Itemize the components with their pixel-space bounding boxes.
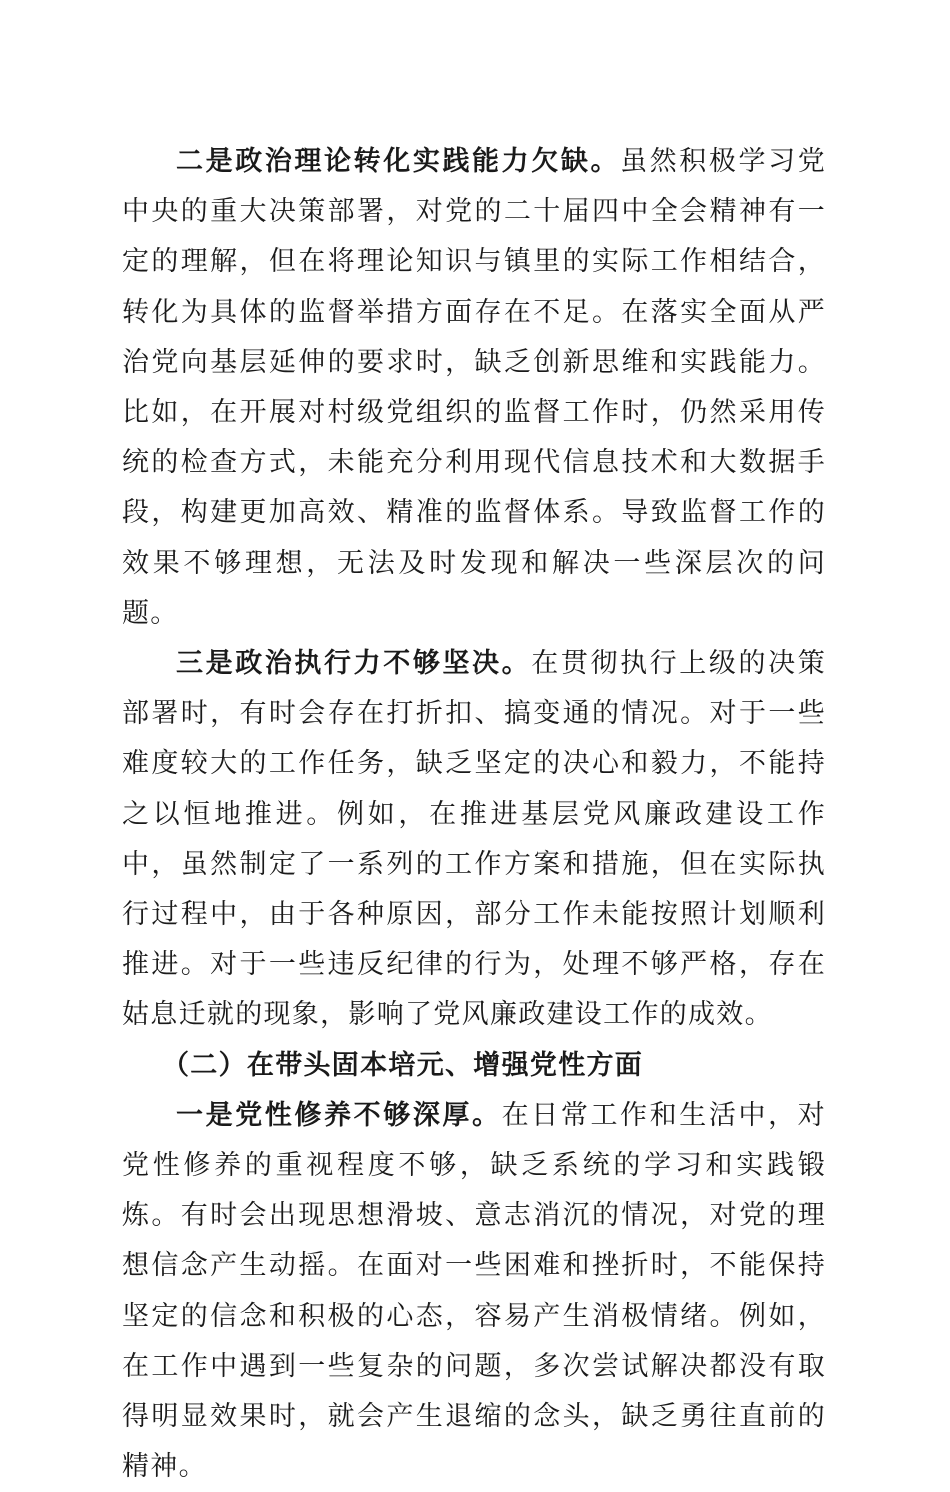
document-body: [122, 137, 826, 1492]
paragraph-lead: 三是政治执行力不够坚决。: [176, 648, 532, 680]
paragraph-text: 在日常工作和生活中，对党性修养的重视程度不够，缺乏系统的学习和实践锻炼。有时会出现思想滑坡、意志消沉的情况，对党的理想信念产生动摇。在面对一些困难和挫折时，不能保持坚定的信念和积极的心态，容易产生消极情绪。例如，在工作中遇到一些复杂的问题，多次尝试解决都没有取得明显效果时，就会产生退缩的念头，缺乏勇往直前的精神。: [122, 1099, 826, 1483]
paragraph-text: 虽然积极学习党中央的重大决策部署，对党的二十届四中全会精神有一定的理解，但在将理论知识与镇里的实际工作相结合，转化为具体的监督举措方面存在不足。在落实全面从严治党向基层延伸的要求时，缺乏创新思维和实践能力。比如，在开展对村级党组织的监督工作时，仍然采用传统的检查方式，未能充分利用现代信息技术和大数据手段，构建更加高效、精准的监督体系。导致监督工作的效果不够理想，无法及时发现和解决一些深层次的问题。: [122, 146, 827, 629]
paragraph-political-theory-practice: [122, 137, 826, 639]
paragraph-political-execution: [122, 639, 826, 1041]
paragraph-lead: 一是党性修养不够深厚。: [176, 1099, 502, 1131]
paragraph-party-spirit-cultivation: [122, 1091, 826, 1492]
paragraph-lead: 二是政治理论转化实践能力欠缺。: [176, 146, 621, 177]
section-subheading: （二）在带头固本培元、增强党性方面: [162, 1049, 644, 1081]
paragraph-text: 在贯彻执行上级的决策部署时，有时会存在打折扣、搞变通的情况。对于一些难度较大的工作任务，缺乏坚定的决心和毅力，不能持之以恒地推进。例如，在推进基层党风廉政建设工作中，虽然制定了一系列的工作方案和措施，但在实际执行过程中，由于各种原因，部分工作未能按照计划顺利推进。对于一些违反纪律的行为，处理不够严格，存在姑息迁就的现象，影响了党风廉政建设工作的成效。: [122, 648, 827, 1031]
